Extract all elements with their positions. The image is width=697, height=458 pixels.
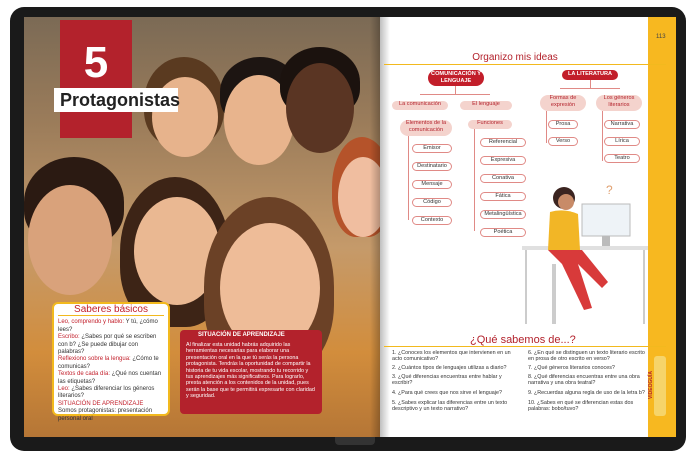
- saberes-item: Leo: ¿Sabes diferenciar los géneros literarios?: [58, 386, 155, 400]
- girl-at-computer-illustration: [522, 178, 652, 328]
- situacion-aprendizaje-box: [180, 330, 322, 414]
- mindmap-funcion-item: Conativa: [480, 174, 526, 183]
- situacion-text: Al finalizar esta unidad habrás adquirido las herramientas necesarias para elaborar una presentación oral en la que tú serás la persona protagonista. Tendrás la oportunidad de compartir la historia de tu vida escolar, mostrando tu recorrido y tus aprendizajes más significativos. Para lograrlo, presta atención a los contenidos de la unidad, pues serán la base que te permitirá expresarte con claridad y seguridad.: [186, 342, 315, 400]
- saberes-item: SITUACIÓN DE APRENDIZAJE: [58, 400, 144, 407]
- photo-person-face: [286, 63, 354, 153]
- bookmark-tab: [335, 437, 375, 445]
- mindmap-funcion-item: Poética: [480, 228, 526, 237]
- mindmap-funcion-item: Expresiva: [480, 156, 526, 165]
- mindmap-genero-item: Narrativa: [604, 120, 640, 129]
- mindmap-el-lenguaje: El lenguaje: [460, 101, 512, 110]
- chapter-number-box: [60, 20, 132, 138]
- saberes-basicos-box: [52, 302, 170, 422]
- question-item: 1. ¿Conoces los elementos que intervienen en un acto comunicativo?: [392, 350, 511, 363]
- situacion-title: SITUACIÓN DE APRENDIZAJE: [198, 332, 285, 338]
- chapter-title: Protagonistas: [54, 88, 178, 112]
- connector: [408, 136, 409, 220]
- mindmap-elemento-item: Código: [412, 198, 452, 207]
- question-item: 8. ¿Qué diferencias encuentras entre una obra narrativa y una obra teatral?: [528, 374, 640, 387]
- mindmap-genero-item: Teatro: [604, 154, 640, 163]
- mindmap-forma-item: Prosa: [548, 120, 578, 129]
- mindmap-elemento-item: Mensaje: [412, 180, 452, 189]
- question-item: 9. ¿Recuerdas alguna regla de uso de la letra b?: [528, 390, 645, 396]
- mindmap-elemento-item: Emisor: [412, 144, 452, 153]
- mindmap-elemento-item: Contexto: [412, 216, 452, 225]
- question-item: 6. ¿En qué se distinguen un texto literario escrito en prosa de otro escrito en verso?: [528, 350, 645, 363]
- divider: [384, 346, 666, 347]
- connector: [590, 80, 591, 88]
- connector: [602, 111, 603, 161]
- mindmap-funcion-item: Referencial: [480, 138, 526, 147]
- videoguia-label: VIDEOGUÍA: [648, 370, 655, 400]
- saberes-item: Textos de cada día: ¿Qué nos cuentan las etiquetas?: [58, 371, 162, 385]
- page-number: 113: [656, 34, 666, 40]
- mindmap-forma-item: Verso: [548, 137, 578, 146]
- saberes-item: Escribo: ¿Sabes por qué se escriben con b? ¿Se puede dibujar con palabras?: [58, 334, 157, 356]
- mindmap-elementos: Elementos de la comunicación: [400, 120, 452, 136]
- connector: [474, 129, 475, 231]
- mindmap-generos: Los géneros literarios: [596, 95, 642, 111]
- question-item: 10. ¿Sabes en qué se diferencian estas dos palabras: bobo/tuvo?: [528, 400, 634, 413]
- divider: [384, 64, 666, 65]
- question-item: 3. ¿Qué diferencias encuentras entre hablar y escribir?: [392, 374, 502, 387]
- saberes-item: Somos protagonistas: presentación personal oral: [58, 408, 153, 422]
- organizo-title: Organizo mis ideas: [472, 52, 558, 63]
- saberes-title: Saberes básicos: [58, 306, 164, 316]
- mindmap-genero-item: Lírica: [604, 137, 640, 146]
- chapter-number: 5: [83, 38, 109, 87]
- question-item: 5. ¿Sabes explicar las diferencias entre un texto descriptivo y un texto narrativo?: [392, 400, 508, 413]
- connector: [455, 86, 456, 94]
- connector: [546, 111, 547, 143]
- connector: [420, 94, 490, 95]
- book-spine: [370, 17, 390, 437]
- mindmap-funcion-item: Fática: [480, 192, 526, 201]
- connector: [560, 88, 620, 89]
- mindmap-comunicacion: COMUNICACIÓN Y LENGUAJE: [428, 70, 484, 86]
- mindmap-la-comunicacion: La comunicación: [392, 101, 448, 110]
- que-sabemos-title: ¿Qué sabemos de...?: [470, 334, 576, 346]
- mindmap-formas: Formas de expresión: [540, 95, 586, 111]
- question-item: 7. ¿Qué géneros literarios conoces?: [528, 365, 615, 371]
- videoguia-tab[interactable]: [648, 356, 666, 416]
- mindmap-literatura: LA LITERATURA: [562, 70, 618, 80]
- mindmap-elemento-item: Destinatario: [412, 162, 452, 171]
- question-item: 2. ¿Cuántos tipos de lenguajes utilizas a diario?: [392, 365, 507, 371]
- photo-person-face: [28, 185, 112, 295]
- svg-text:?: ?: [606, 183, 613, 197]
- mindmap-funcion-item: Metalingüística: [480, 210, 526, 219]
- mindmap-funciones: Funciones: [468, 120, 512, 129]
- saberes-item: Leo, comprendo y hablo: Y tú, ¿cómo lees?: [58, 319, 158, 333]
- saberes-item: Reflexiono sobre la lengua: ¿Cómo te comunicas?: [58, 356, 159, 370]
- question-item: 4. ¿Para qué crees que nos sirve el lenguaje?: [392, 390, 502, 396]
